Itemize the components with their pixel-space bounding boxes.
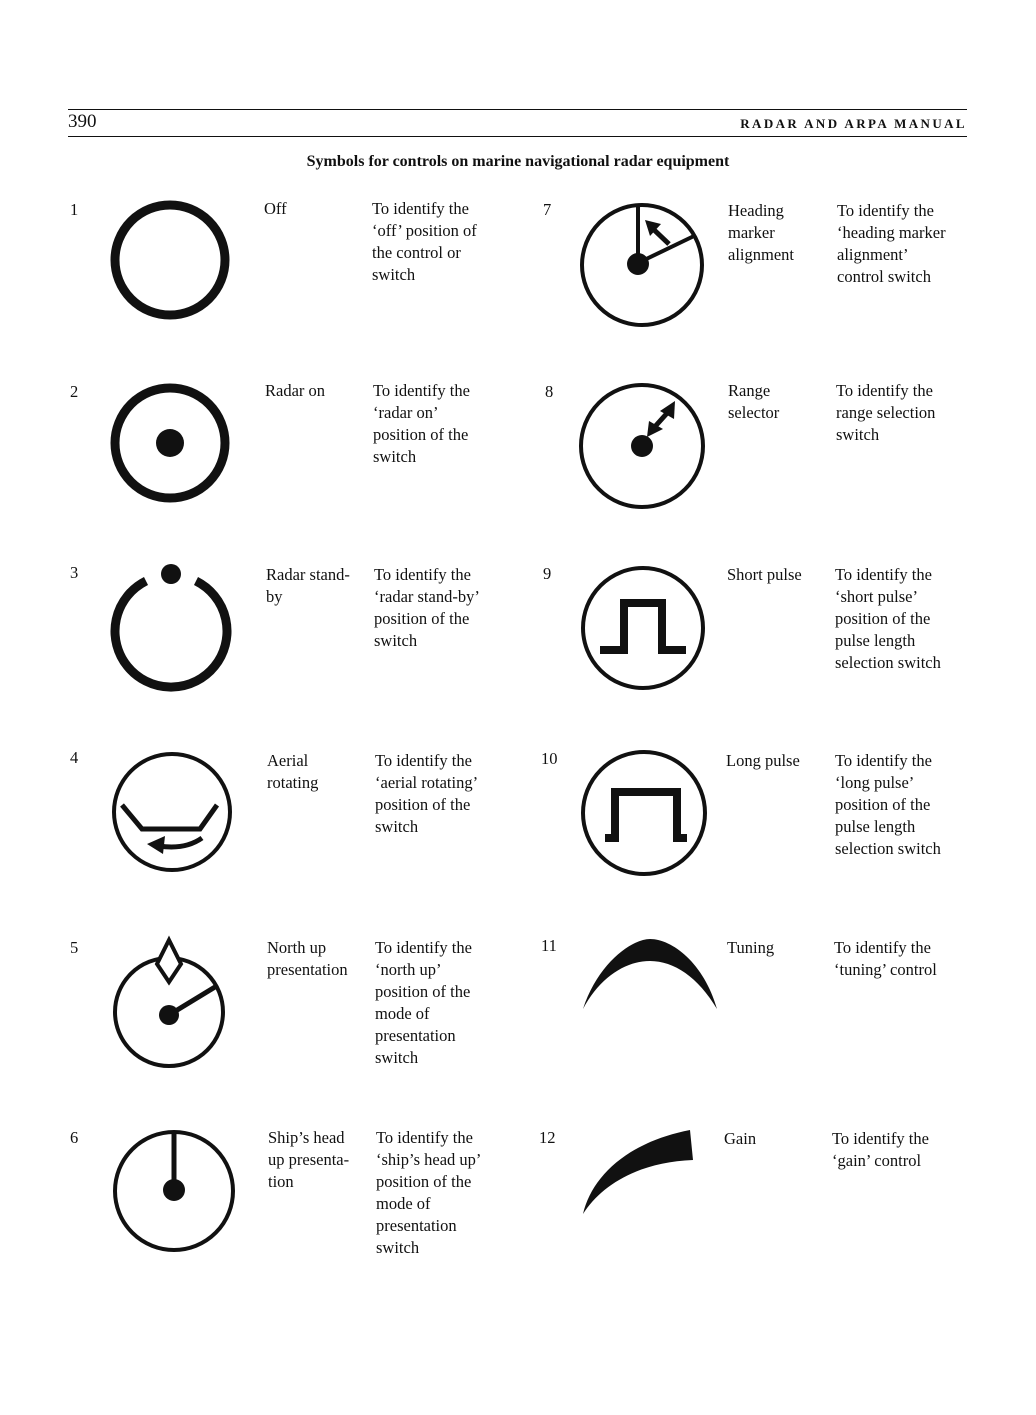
symbol-description: To identify the ‘off’ position of the control or switch (372, 199, 477, 284)
gain-symbol-icon (580, 1128, 705, 1218)
entry-number: 4 (70, 748, 79, 767)
symbol-name: Range selector (728, 381, 780, 422)
range-selector-symbol-icon (579, 383, 709, 513)
entry-number: 8 (545, 382, 554, 401)
entry-number: 10 (541, 749, 558, 768)
symbol-name: Short pulse (727, 565, 802, 584)
tuning-symbol-icon (580, 935, 720, 1015)
table-title: Symbols for controls on marine navigational radar equipment (306, 153, 730, 170)
symbol-description: To identify the ‘heading marker alignment’ control switch (837, 201, 946, 286)
symbol-description: To identify the ‘gain’ control (832, 1129, 929, 1170)
symbol-description: To identify the ‘radar on’ position of the switch (373, 381, 470, 466)
long-pulse-symbol-icon (579, 750, 709, 880)
entry-number: 9 (543, 564, 552, 583)
symbol-name: Tuning (727, 938, 775, 957)
symbol-name: Radar on (265, 381, 326, 400)
entry-number: 12 (539, 1128, 556, 1147)
symbol-description: To identify the ‘ship’s head up’ position of the mode of presentation switch (376, 1128, 482, 1257)
entry-number: 11 (541, 936, 557, 955)
off-symbol-icon (105, 195, 235, 325)
short-pulse-symbol-icon (578, 565, 708, 695)
symbol-name: North up presentation (267, 938, 348, 979)
symbol-description: To identify the ‘tuning’ control (834, 938, 937, 979)
heading-marker-alignment-symbol-icon (577, 200, 707, 330)
entry-number: 6 (70, 1128, 79, 1147)
symbol-name: Gain (724, 1129, 757, 1148)
symbol-description: To identify the ‘long pulse’ position of the pulse length selection switch (835, 751, 941, 858)
entry-number: 2 (70, 382, 79, 401)
radar-on-symbol-icon (105, 378, 235, 508)
aerial-rotating-symbol-icon (107, 750, 237, 880)
symbol-description: To identify the ‘short pulse’ position of the pulse length selection switch (835, 565, 941, 672)
entry-number: 7 (543, 200, 552, 219)
ships-head-up-symbol-icon (110, 1128, 240, 1258)
symbol-name: Aerial rotating (267, 751, 319, 792)
symbol-description: To identify the ‘north up’ position of the mode of presentation switch (375, 938, 472, 1067)
entry-number: 1 (70, 200, 79, 219)
symbol-description: To identify the ‘aerial rotating’ position of the switch (375, 751, 479, 836)
symbol-name: Ship’s head up presenta- tion (268, 1128, 350, 1191)
page-number: 390 (68, 111, 97, 132)
header-rule-bottom (68, 136, 967, 137)
symbol-name: Long pulse (726, 751, 800, 770)
header-rule-top (68, 109, 967, 110)
running-title: RADAR AND ARPA MANUAL (740, 116, 967, 131)
symbol-name: Off (264, 199, 287, 218)
entry-number: 3 (70, 563, 79, 582)
symbol-name: Heading marker alignment (728, 201, 794, 264)
radar-standby-symbol-icon (106, 566, 236, 696)
symbol-name: Radar stand- by (266, 565, 350, 606)
entry-number: 5 (70, 938, 79, 957)
symbol-description: To identify the range selection switch (836, 381, 936, 444)
north-up-symbol-icon (107, 937, 237, 1067)
symbol-description: To identify the ‘radar stand-by’ position of the switch (374, 565, 480, 650)
